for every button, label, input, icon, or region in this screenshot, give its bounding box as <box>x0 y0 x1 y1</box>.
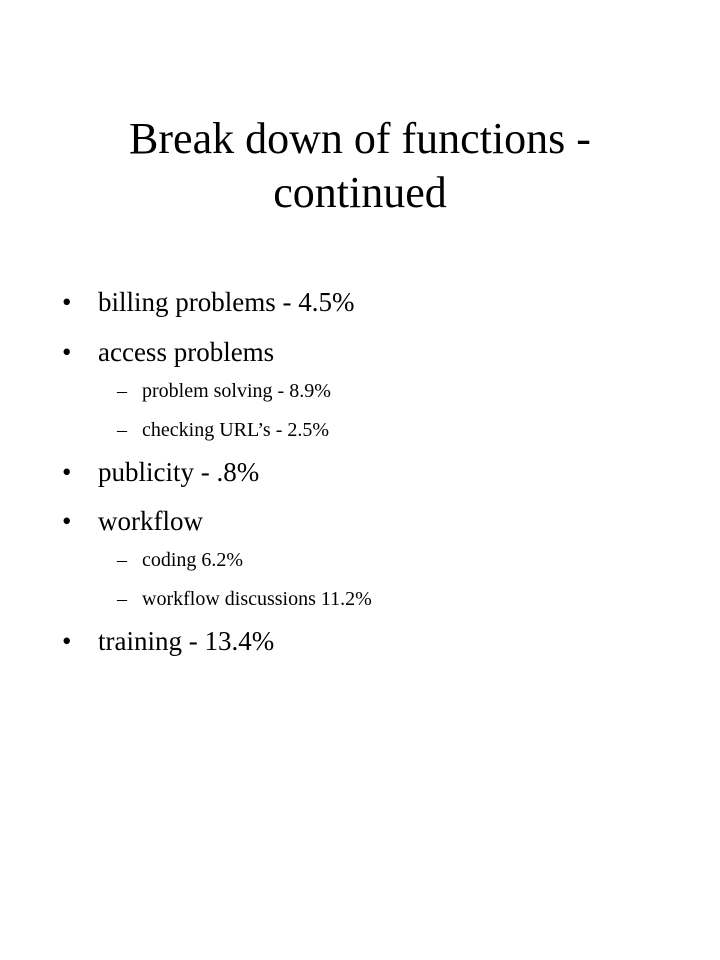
sub-bullet-item <box>117 418 329 442</box>
dash-icon: – <box>117 549 127 571</box>
bullet-icon: • <box>62 506 72 536</box>
bullet-icon: • <box>62 337 72 367</box>
bullet-icon: • <box>62 287 72 317</box>
sub-bullet-item <box>117 587 372 611</box>
sub-bullet-text: workflow discussions 11.2% <box>142 588 372 610</box>
dash-icon: – <box>117 588 127 610</box>
dash-icon: – <box>117 380 127 402</box>
bullet-text: access problems <box>98 337 275 367</box>
dash-icon: – <box>117 419 127 441</box>
bullet-icon: • <box>62 457 72 487</box>
sub-bullet-text: checking URL’s - 2.5% <box>142 419 330 441</box>
slide-title-line-2: continued <box>273 168 447 217</box>
sub-bullet-text: problem solving - 8.9% <box>142 380 331 402</box>
bullet-item <box>62 506 203 536</box>
slide-title-line-1: Break down of functions - <box>129 114 591 163</box>
sub-bullet-text: coding 6.2% <box>142 549 244 571</box>
bullet-item <box>62 457 259 487</box>
bullet-text: workflow <box>98 506 203 536</box>
sub-bullet-item <box>117 548 243 572</box>
sub-bullet-item <box>117 379 331 403</box>
bullet-text: training - 13.4% <box>98 626 275 656</box>
bullet-text: billing problems - 4.5% <box>98 287 355 317</box>
bullet-icon: • <box>62 626 72 656</box>
bullet-item <box>62 337 274 367</box>
bullet-item <box>62 287 354 317</box>
bullet-text: publicity - .8% <box>98 457 260 487</box>
bullet-item <box>62 626 274 656</box>
